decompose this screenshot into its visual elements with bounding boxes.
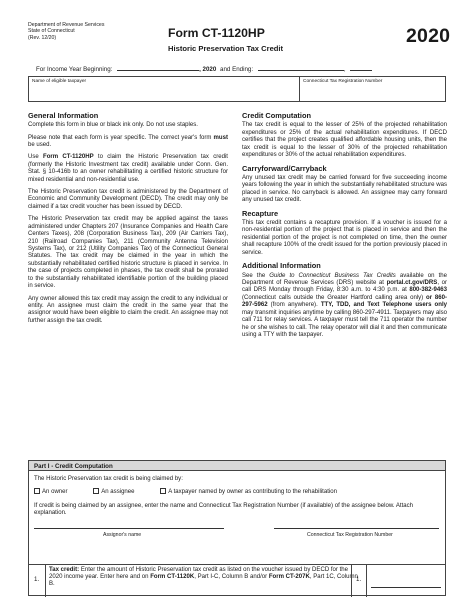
assignment-paragraph: Any owner allowed this tax credit may assign the credit to any individual or entity. An assignee must claim the credit in the same year that the assignor would have been eligible to claim the credit. An assignee may not further assign the tax credit. (28, 295, 228, 324)
phone-number-anywhere: or 860-297-5962 (242, 294, 447, 309)
taxpayer-id-row (28, 76, 446, 102)
agency-name: Department of Revenue Services (28, 22, 105, 28)
revision-date: (Rev. 12/20) (28, 34, 57, 41)
claimant-options (34, 488, 337, 496)
drs-website-link[interactable]: portal.ct.gov/DRS (386, 280, 438, 286)
form-purpose-paragraph: Use Form CT-1120HP to claim the Historic Preservation tax credit (formerly the Historic Investment tax credit) available under Conn. Gen. Stat. § 10-416b to an owner rehabilitating a certified historic structure for mixed residential and non-residential use. (28, 154, 228, 183)
carryforward-paragraph: Any unused tax credit may be carried forward for five succeeding income years following the year in which the substantially rehabilitated structure was placed in service. No carryback is allowed. An assignee may carry forward any unused tax credit. (242, 174, 447, 204)
line-1-tax-credit-amount-field[interactable] (371, 587, 441, 588)
additional-information-paragraph: See the Guide to Connecticut Business Tax Credits available on the Department of Revenue Services (DRS) website at portal.ct.gov/DRS, or call DRS Monday through Friday, 8:30 a.m. to 4:30 p.m. at 800-382-9463 (Connecticut calls outside the Greater Hartford calling area only) or 860-297-5962 (from anywhere). TTY, TDD, and Text Telephone users only may transmit inquiries anytime by calling 860-297-4911. Taxpayers may also call 711 for relay services. A taxpayer must tell the 711 operator the number he or she wishes to call. The relay operator will dial it and then communicate using a TTY with the taxpayer. (242, 272, 447, 339)
line-1-number: 1. (34, 576, 40, 583)
part-1-heading: Part I - Credit Computation (29, 461, 445, 471)
assignee-checkbox[interactable] (93, 488, 99, 494)
year-specific-note: Please note that each form is year specific. The correct year's form must be used. (28, 134, 228, 149)
taxpayer-name-label: Name of eligible taxpayer (32, 79, 87, 84)
applicable-taxes-paragraph: The Historic Preservation tax credit may be applied against the taxes administered under Chapters 207 (Insurance Companies and Health Care Centers Taxes), 208 (Corporation Business Tax), 209 (Air Carriers Tax), 210 (Railroad Companies Tax), 211 (Community Antenna Television Systems Tax), or 212 (Utility Companies Tax) of the Connecticut General Statutes. The tax credit may be claimed in the year in which the substantially rehabilitated certified historic structure is placed in service. In the case of projects completed in phases, the tax credit shall be prorated to the substantially rehabilitated identifiable portion of the building placed in service. (28, 216, 228, 290)
phone-number-ct: 800-382-9463 (409, 287, 447, 294)
income-year-end-field[interactable] (258, 65, 344, 71)
recapture-paragraph: This tax credit contains a recapture provision. If a voucher is issued for a non-residential portion of the project that is placed in service and then the residential portion of the project is not completed on time, then the owner shall recapture 100% of the credit issued for the portion previously placed in service. (242, 220, 447, 256)
line-1-left-divider (45, 565, 46, 597)
form-title: Form CT-1120HP (168, 26, 265, 40)
line-1-mid-divider (351, 565, 352, 597)
claimed-by-label: The Historic Preservation tax credit is being claimed by: (34, 476, 183, 482)
assignor-ct-reg-caption: Connecticut Tax Registration Number (307, 532, 393, 538)
left-instructions-column (28, 112, 228, 330)
additional-information-heading: Additional Information (242, 261, 321, 271)
right-instructions-column (242, 112, 447, 344)
line-1-description: Tax credit: Enter the amount of Historic Preservation tax credit as listed on the voucher issued by DECD for the 2020 income year. Enter here and on Form CT-1120K, Part I-C, Column B and/or Form CT-207K, Part 1C, Column B. (49, 567, 358, 588)
agency-block (28, 22, 104, 41)
income-year-comma: , (343, 66, 346, 73)
line-1-row (29, 564, 445, 597)
form-subtitle: Historic Preservation Tax Credit (168, 44, 284, 53)
income-year-ending-label: and Ending: (220, 66, 254, 73)
administration-paragraph: The Historic Preservation tax credit is administered by the Department of Economic and Community Development (DECD). The credit may only be claimed if a tax credit voucher has been issued by DECD. (28, 189, 228, 210)
contributing-taxpayer-option-label: A taxpayer named by owner as contributing to the rehabilitation (168, 489, 337, 495)
assignee-option-label: An assignee (101, 489, 135, 495)
agency-state: State of Connecticut (28, 28, 75, 35)
contributing-taxpayer-checkbox[interactable] (160, 488, 166, 494)
part-1-credit-computation (28, 460, 446, 596)
ct-tax-reg-label: Connecticut Tax Registration Number (303, 79, 383, 84)
income-year-beginning-label: For Income Year Beginning: (36, 66, 113, 73)
credit-computation-paragraph: The tax credit is equal to the lesser of 25% of the projected rehabilitation expenditures or 25% of the actual rehabilitation expenditures. If DECD certifies that the project creates qualified affordable housing units, then the tax credit is equal to the lesser of 30% of the projected rehabilitation expenditures or 30% of the actual rehabilitation expenditures. (242, 122, 447, 159)
line-1-amount-divider (366, 565, 367, 597)
owner-checkbox[interactable] (34, 488, 40, 494)
assignor-name-field[interactable] (34, 528, 224, 529)
name-row-divider (299, 77, 300, 101)
income-year-line (36, 65, 372, 73)
assignee-instructions: If credit is being claimed by an assignee, enter the name and Connecticut Tax Registration Number (if available) of the assignee below. Attach explanation. (34, 503, 414, 517)
carryforward-heading: Carryforward/Carryback (242, 163, 327, 173)
assignor-name-caption: Assignor's name (103, 532, 142, 538)
tax-year: 2020 (406, 25, 451, 47)
income-year-end-year-field[interactable] (350, 65, 372, 71)
income-year-begin-field[interactable] (117, 65, 199, 71)
recapture-heading: Recapture (242, 208, 279, 218)
taxpayer-name-field[interactable] (31, 86, 296, 101)
credit-computation-heading: Credit Computation (242, 111, 311, 120)
ink-instruction: Complete this form in blue or black ink only. Do not use staples. (28, 122, 198, 129)
general-information-heading: General Information (28, 111, 99, 120)
assignor-ct-reg-field[interactable] (274, 528, 439, 529)
income-year-2020: , 2020 (199, 66, 217, 73)
line-1-number-right: 1. (356, 576, 362, 583)
owner-option-label: An owner (42, 489, 68, 495)
ct-tax-reg-field[interactable] (302, 86, 444, 101)
